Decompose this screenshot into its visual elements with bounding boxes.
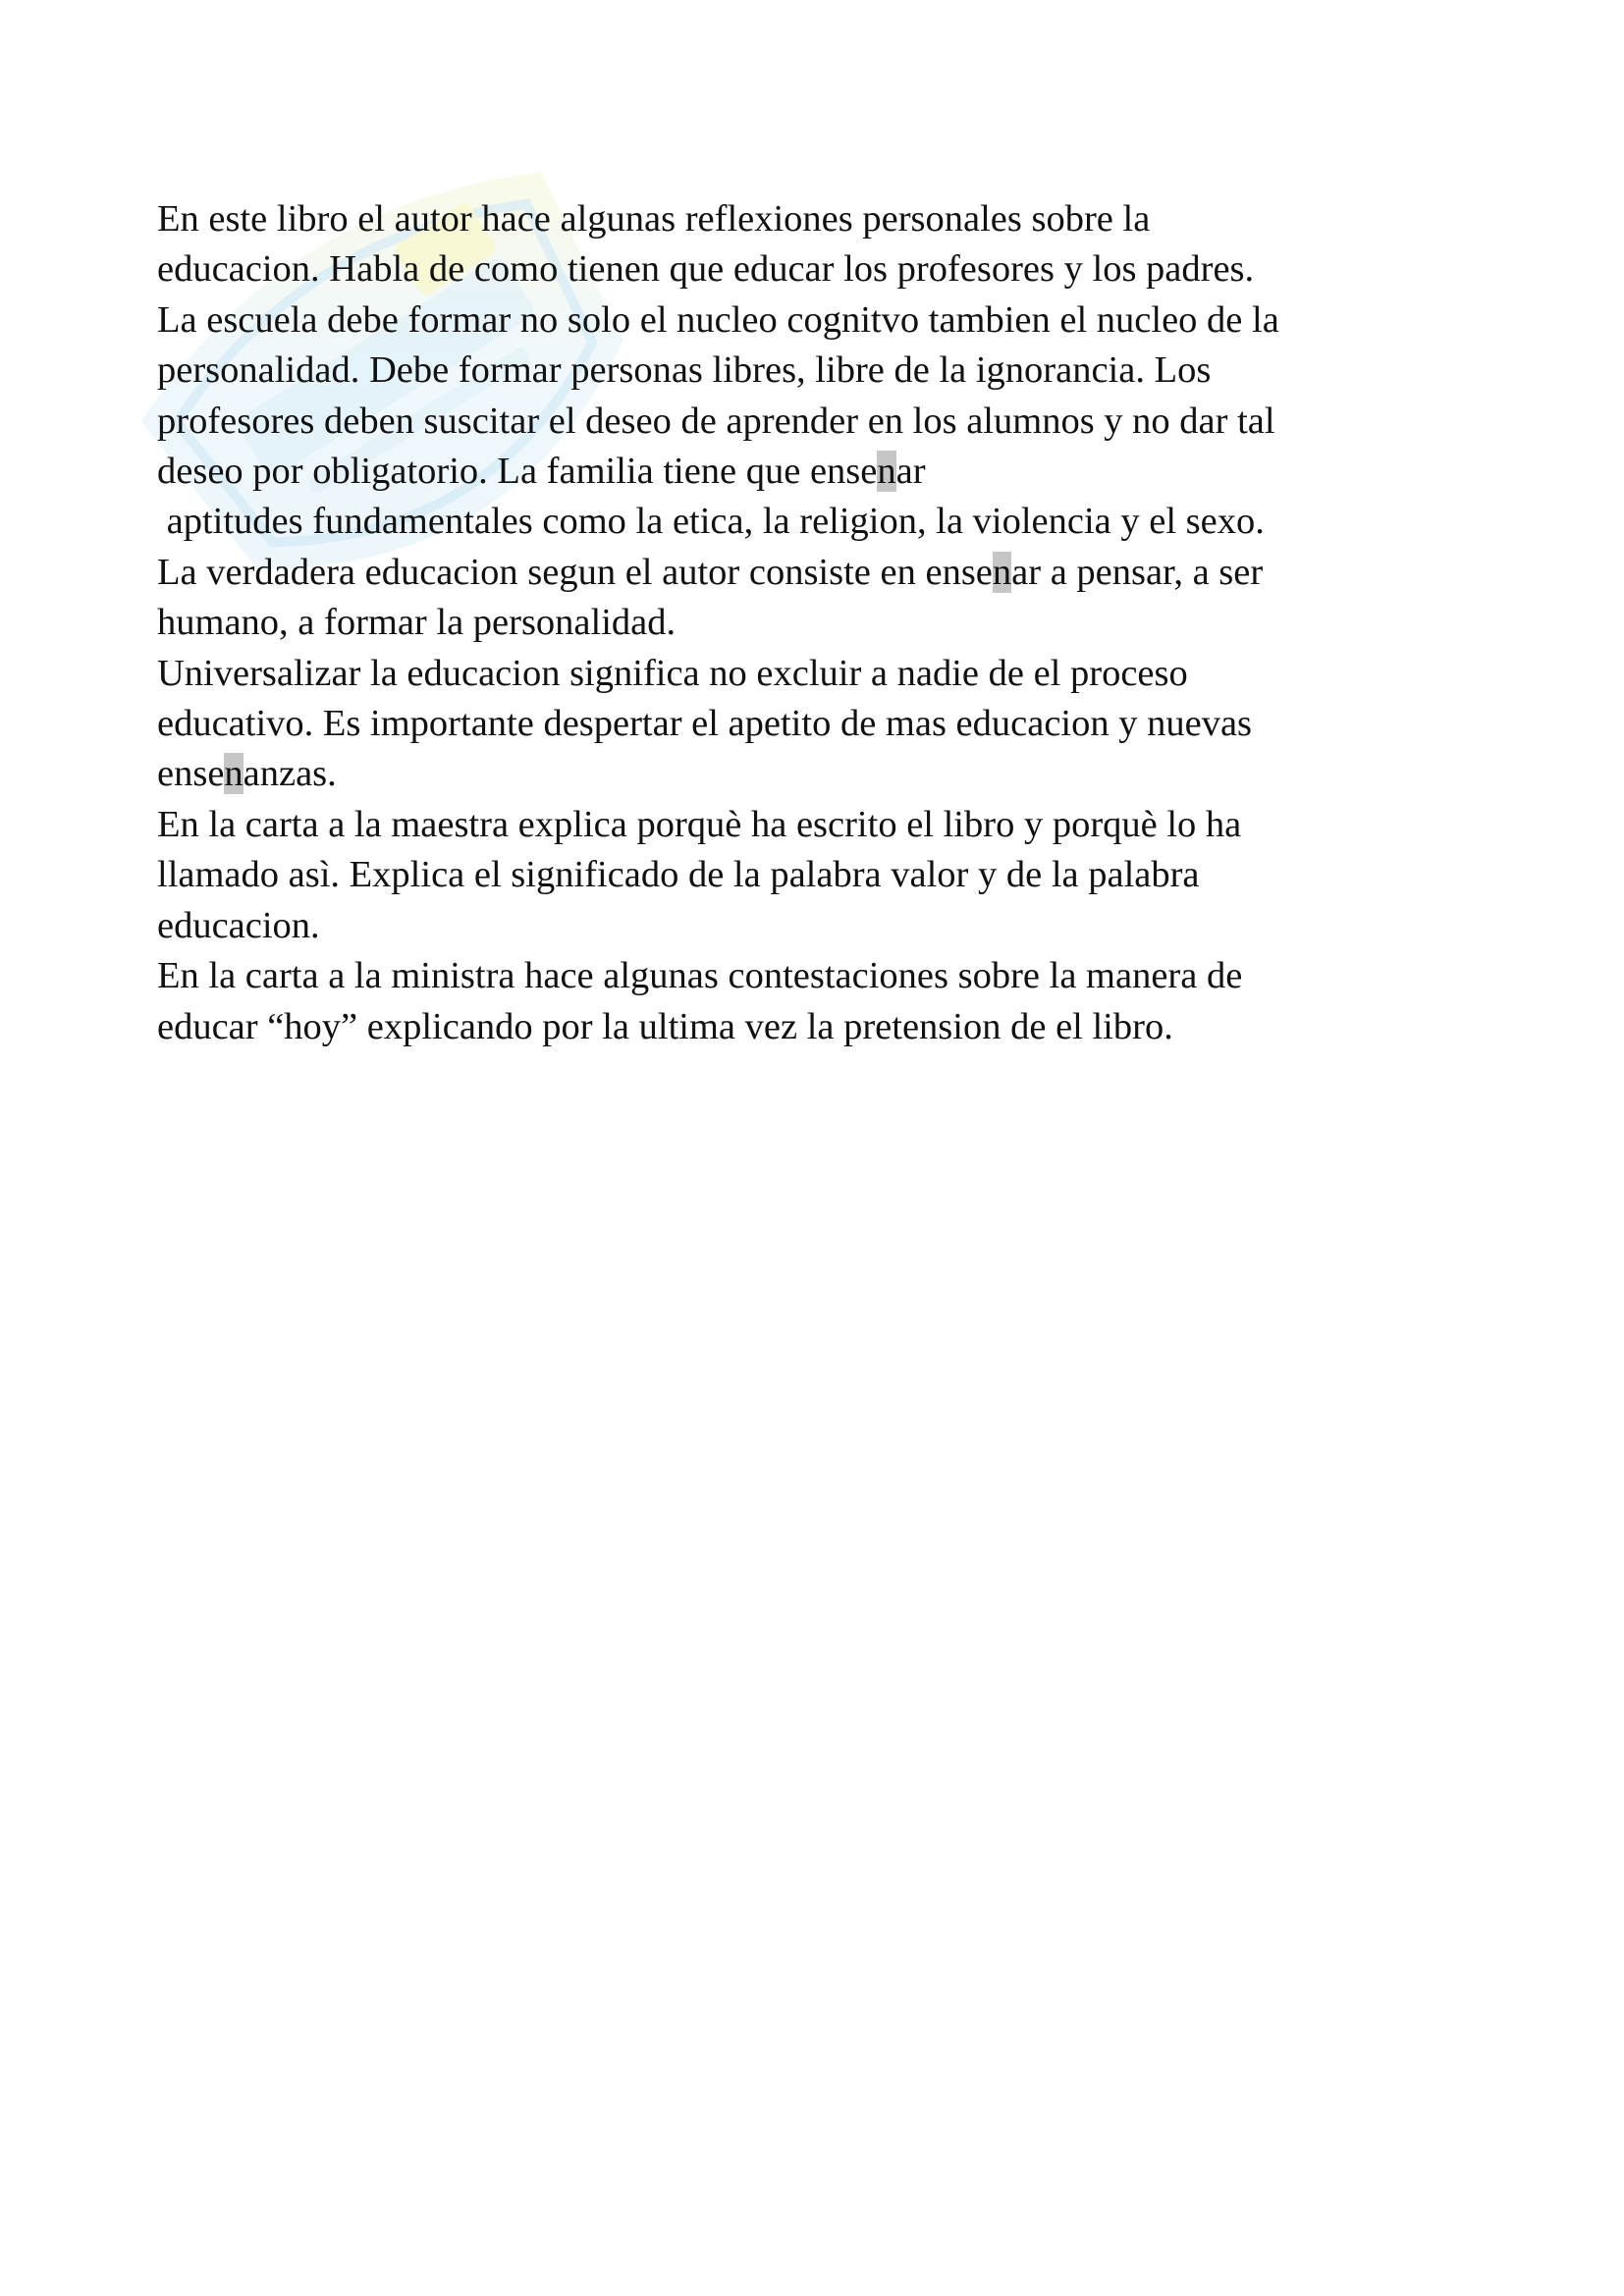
text-line: educacion. Habla de como tienen que educar los profesores y los padres. [157,248,1255,291]
document-body [157,194,1492,1052]
highlighted-character: n [224,753,244,795]
text-line: educacion. [157,904,320,946]
text-line [157,447,1492,497]
text-line: aptitudes fundamentales como la etica, la religion, la violencia y el sexo. [157,501,1265,543]
text-line: llamado asì. Explica el significado de la palabra valor y de la palabra [157,854,1200,896]
text-line: educativo. Es importante despertar el apetito de mas educacion y nuevas [157,703,1253,745]
text-line: En la carta a la maestra explica porquè ha escrito el libro y porquè lo ha [157,803,1242,845]
text-segment: deseo por obligatorio. La familia tiene que ense [157,451,878,493]
highlighted-character: n [992,551,1012,593]
text-line: Universalizar la educacion significa no excluir a nadie de el proceso [157,652,1188,694]
text-line: La escuela debe formar no solo el nucleo cognitvo tambien el nucleo de la [157,298,1279,341]
text-line: En la carta a la ministra hace algunas contestaciones sobre la manera de [157,955,1243,997]
text-line: educar “hoy” explicando por la ultima vez la pretension de el libro. [157,1005,1173,1047]
text-segment: ar a pensar, a ser [1011,551,1264,593]
text-line [157,749,1492,799]
text-line: En este libro el autor hace algunas reflexiones personales sobre la [157,198,1151,240]
text-segment: La verdadera educacion segun el autor consiste en ense [157,551,993,593]
text-line: personalidad. Debe formar personas libres, libre de la ignorancia. Los [157,349,1212,392]
text-line: profesores deben suscitar el deseo de aprender en los alumnos y no dar tal [157,400,1275,442]
text-segment: ense [157,753,225,795]
text-segment: anzas. [243,753,337,795]
text-line: humano, a formar la personalidad. [157,602,677,644]
highlighted-character: n [877,451,896,493]
text-line [157,548,1492,598]
text-segment: ar [895,451,926,493]
